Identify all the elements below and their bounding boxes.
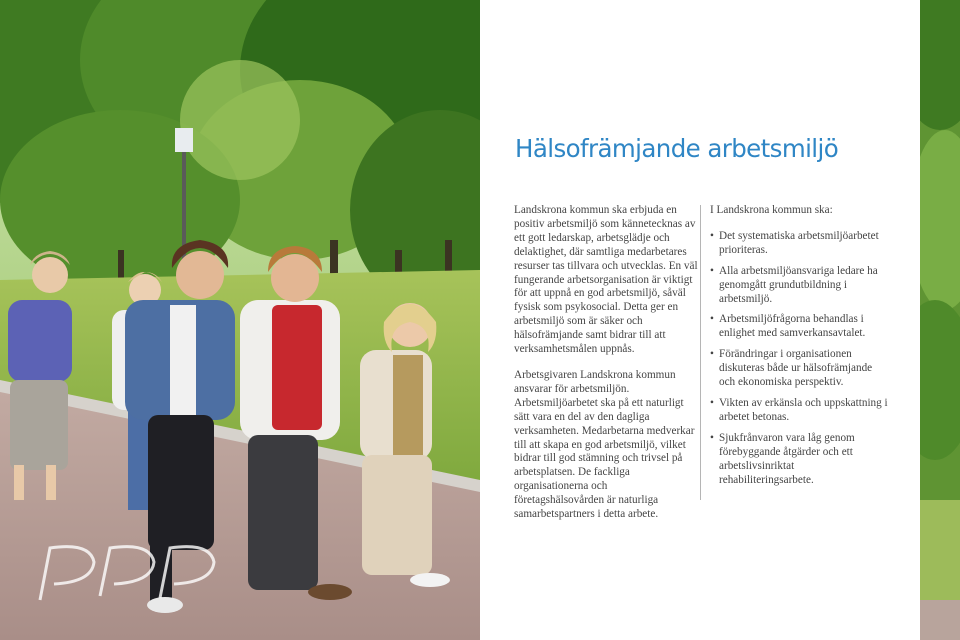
- list-item-text: Vikten av erkänsla och uppskattning i arbetet betonas.: [719, 396, 888, 423]
- list-item: [710, 265, 890, 307]
- list-item: [710, 230, 890, 258]
- list-item-text: Arbetsmiljöfrågorna behandlas i enlighet med samverkansavtalet.: [719, 313, 866, 340]
- list-item: [710, 348, 890, 390]
- foliage-photo-strip: [920, 0, 960, 640]
- list-item-text: Det systematiska arbetsmiljöarbetet prioriteras.: [719, 229, 879, 256]
- bullet-icon: •: [710, 396, 714, 409]
- bullet-icon: •: [710, 348, 714, 361]
- list-item-text: Alla arbetsmiljöansvariga ledare ha genomgått grundutbildning i arbetsmiljö.: [719, 264, 878, 305]
- page-title: Hälsofrämjande arbetsmiljö: [515, 134, 839, 163]
- goals-list: [710, 230, 890, 488]
- list-item-text: Förändringar i organisationen diskuteras både ur hälsofrämjande och ekonomiska perspektiv.: [719, 348, 873, 389]
- left-text-column: [514, 204, 699, 534]
- list-item-text: Sjukfrånvaron vara låg genom förebyggande åtgärder och ett arbetslivsinriktat rehabiliteringsarbete.: [719, 431, 855, 486]
- paragraph: Arbetsgivaren Landskrona kommun ansvarar för arbetsmiljön. Arbetsmiljöarbetet ska på ett naturligt sätt vara en del av den dagliga verksamheten. Medarbetarna medverkar till att skapa en god arbetsmiljö, vilket bidrar till god stämning och trivsel på arbetsplatsen. De fackliga organisationerna och företagshälsovården är naturliga samarbetspartners i detta arbete.: [514, 368, 695, 521]
- list-intro: I Landskrona kommun ska:: [710, 204, 833, 216]
- bullet-icon: •: [710, 229, 714, 242]
- list-item: [710, 397, 890, 425]
- column-divider: [700, 205, 701, 500]
- text-page: [480, 0, 920, 640]
- paragraph: Landskrona kommun ska erbjuda en positiv arbetsmiljö som kännetecknas av ett gott ledarskap, arbetsglädje och delaktighet, där samtliga medarbetares resurser tas tillvara och utvecklas. En väl fungerande arbetsorganisation är viktigt för att uppnå en god arbetsmiljö, såväl fysisk som psykosocial. Detta ger en arbetsmiljö som är säker och hälsofrämjande samt bidrar till att verksamhetsmålen uppnås.: [514, 204, 698, 356]
- bullet-icon: •: [710, 264, 714, 277]
- list-item: [710, 313, 890, 341]
- right-text-column: [710, 204, 890, 494]
- bullet-icon: •: [710, 431, 714, 444]
- bullet-icon: •: [710, 313, 714, 326]
- list-item: [710, 432, 890, 488]
